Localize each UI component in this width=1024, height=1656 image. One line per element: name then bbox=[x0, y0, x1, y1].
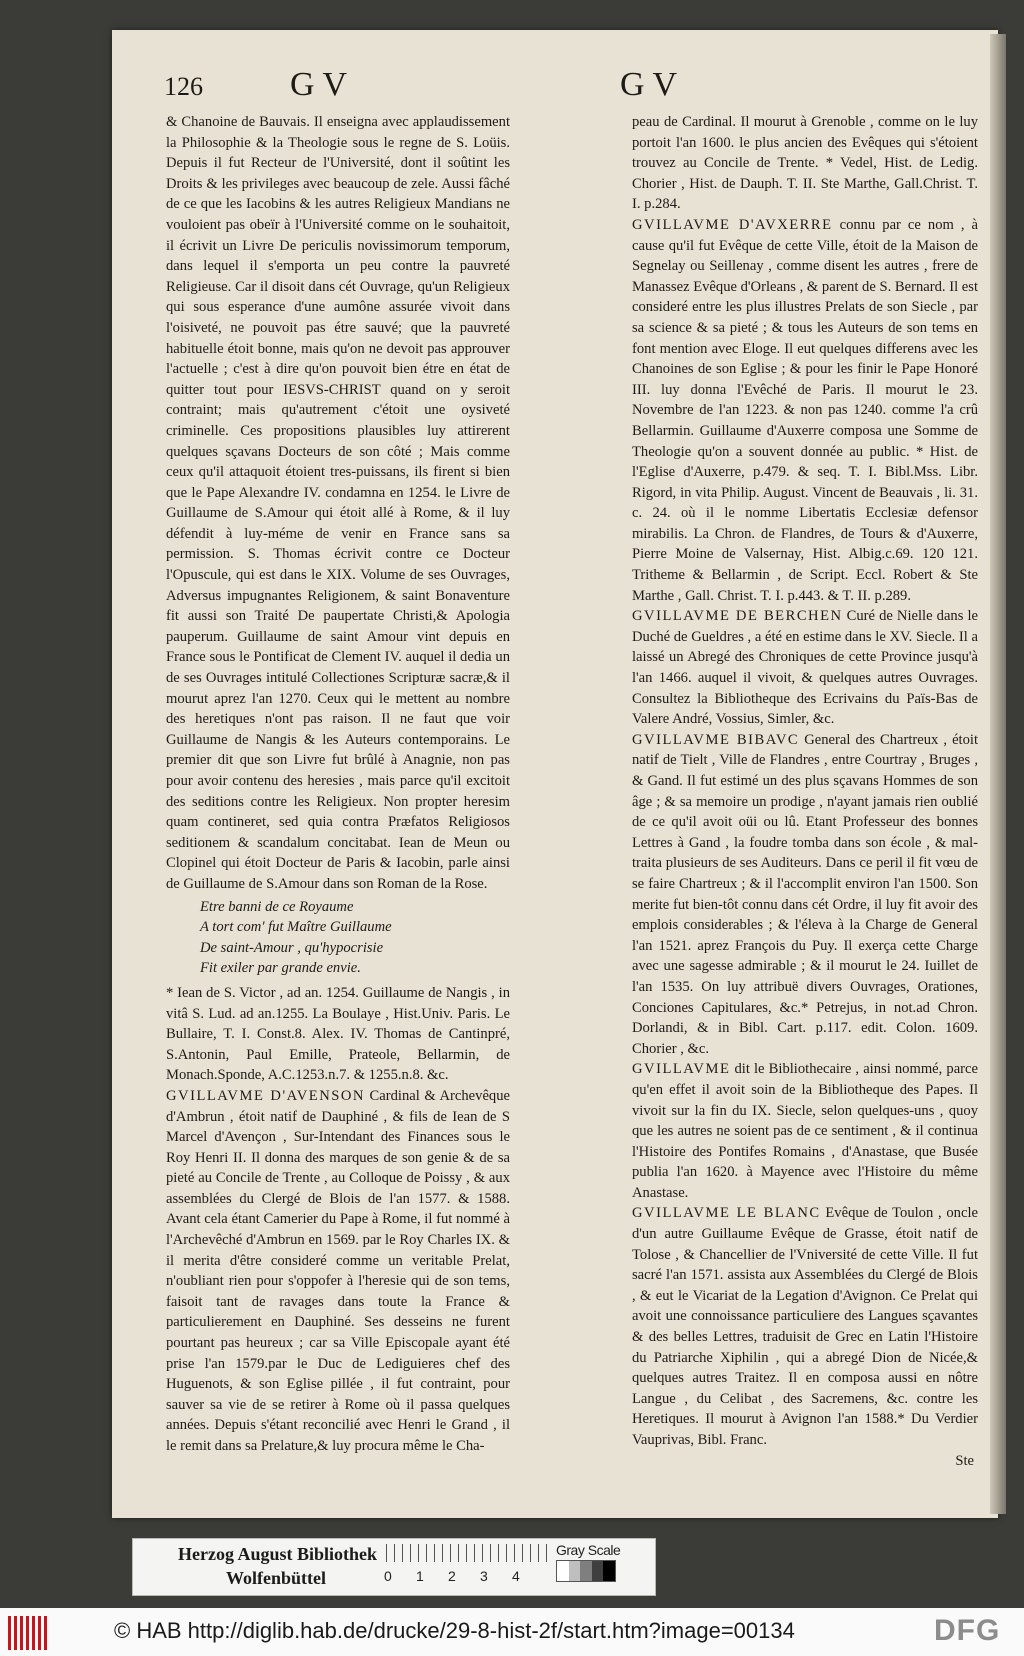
verse-line: Fit exiler par grande envie. bbox=[200, 960, 361, 977]
grayscale-swatch bbox=[569, 1561, 581, 1581]
right-column bbox=[632, 112, 978, 1471]
entry-auxerre bbox=[632, 215, 978, 606]
catchword: Ste bbox=[955, 1452, 974, 1469]
running-head-left: GV bbox=[290, 66, 356, 103]
entry-avenson bbox=[166, 1086, 510, 1457]
left-column bbox=[166, 112, 510, 1457]
paragraph-continuation: peau de Cardinal. Il mourut à Grenoble , comme on le luy portoit l'an 1600. le plus ancien des Evêques qui s'étoient trouvez au Concile de Trente. * Vedel, Hist. de Ledig. Chorier , Hist. de Dauph. T. II. Ste Marthe, Gall.Christ. T. I. p.284. bbox=[632, 114, 978, 213]
hab-barcode-logo-icon bbox=[8, 1616, 48, 1650]
footer-url[interactable]: © HAB http://diglib.hab.de/drucke/29-8-hist-2f/start.htm?image=00134 bbox=[114, 1618, 795, 1643]
ruler-number: 2 bbox=[448, 1568, 456, 1584]
verse-line: Etre banni de ce Royaume bbox=[200, 898, 354, 915]
entry-heading: GVILLAVME D'AVENSON bbox=[166, 1087, 365, 1104]
ruler-number: 3 bbox=[480, 1568, 488, 1584]
entry-body: General des Chartreux , étoit natif de Tielt , Ville de Flandres , entre Courtray , Bruges , & Gand. Il fut estimé un des plus sçavans Hommes de son âge ; & sa memoire un prodige , n'ayant jamais rien oublié de ce qu'il avoit oüi ou lû. Etant Professeur des bonnes Lettres à Gand , la foudre tomba dans son école , & mal-traita plusieurs de ses Auditeurs. Dans ce peril il fit vœu de se faire Chartreux ; & il l'accomplit environ l'an 1500. Son merite fut bien-tôt connu dans cét Ordre, il luy fit avoir des emplois considerables ; & l'éleva à la Charge de General l'an 1521. aprez François du Puy. Il exerça cette Charge avec une sagesse admirable ; & il mourut le 24. Iuillet de l'an 1535. On luy attribuë divers Ouvrages, Orationes, Conciones Capitulares, &c.* Petrejus, in not.ad Chron. Dorlandi, & in Bibl. Cart. p.117. edit. Colon. 1609. Chorier , &c. bbox=[632, 731, 979, 1057]
grayscale-swatch bbox=[557, 1561, 569, 1581]
running-head-right: GV bbox=[620, 66, 686, 103]
entry-body: dit le Bibliothecaire , ainsi nommé, parce qu'en effet il avoit soin de la Bibliotheque des Papes. Il vivoit sur la fin du IX. Siecle, selon quelques-uns , quoy que les autres ne soient pas de ce sentiment , & il continua l'Histoire des Pontifes Romains , d'Anastase, que Busée publia l'an 1620. à Mayence avec l'Histoire du même Anastase. bbox=[632, 1061, 979, 1201]
ruler-number: 1 bbox=[416, 1568, 424, 1584]
library-name: Herzog August Bibliothek bbox=[178, 1544, 378, 1564]
grayscale-swatches bbox=[556, 1560, 616, 1582]
entry-heading: GVILLAVME LE BLANC bbox=[632, 1205, 821, 1222]
ruler-number: 0 bbox=[384, 1568, 392, 1584]
entry-heading: GVILLAVME DE BERCHEN bbox=[632, 608, 843, 625]
entry-heading: GVILLAVME D'AVXERRE bbox=[632, 216, 833, 233]
references-saint-amour: * Iean de S. Victor , ad an. 1254. Guillaume de Nangis , in vitâ S. Lud. ad an.1255. La Boulaye , Hist.Univ. Paris. Le Bullaire, T. I. Const.8. Alex. IV. Thomas de Cantinpré, S.Antonin, Paul Emille, Prateole, Bellarmin, de Monach.Sponde, A.C.1253.n.7. & 1255.n.8. &c. bbox=[166, 984, 510, 1084]
entry-body: Curé de Nielle dans le Duché de Gueldres , a été en estime dans le XV. Siecle. Il a laissé un Abregé des Chroniques de cette Province jusqu'à l'an 1466. auquel il vivoit, & quelques autres Ouvrages. Consultez la Bibliotheque des Ecrivains du Païs-Bas de Valere André, Vossius, Simler, &c. bbox=[632, 608, 978, 728]
grayscale-label: Gray Scale bbox=[556, 1542, 621, 1558]
page-edge bbox=[990, 34, 1006, 1514]
ruler-scale bbox=[386, 1544, 550, 1562]
entry-heading: GVILLAVME bbox=[632, 1061, 731, 1078]
page-number: 126 bbox=[164, 72, 203, 101]
ruler-numbers bbox=[384, 1568, 554, 1584]
grayscale-swatch bbox=[592, 1561, 604, 1581]
entry-body: Evêque de Toulon , oncle d'un autre Guillaume Evêque de Grasse, étoit natif de Tolose , & Chancellier de l'Vniversité de cette Ville. Il fut sacré l'an 1571. assista aux Assemblées du Clergé de Blois , & eut le Vicariat de la Legation d'Avignon. Ce Prelat qui avoit une connoissance particuliere des Langues sçavantes & des belles Lettres, traduisit de Grec en Latin l'Histoire du Patriarche Xiphilin , qui a abregé Dion de Nicée,& quelques autres Traitez. Il en composa aussi en nôtre Langue , du Celibat , des Sacremens, &c. contre les Heretiques. Il mourut à Avignon l'an 1588.* Du Verdier Vauprivas, Bibl. Franc. bbox=[632, 1205, 978, 1448]
entry-le-blanc bbox=[632, 1203, 978, 1450]
entry-bibauc bbox=[632, 730, 978, 1060]
paragraph-saint-amour: & Chanoine de Bauvais. Il enseigna avec applaudissement la Philosophie & la Theologie sous le regne de S. Loüis. Depuis il fut Recteur de l'Université, dont il soûtint les Droits & les privileges avec beaucoup de zele. Aussi fâché de ce que les Iacobins & les autres Religieux Mandians ne vouloient pas obeïr à l'Université comme on le souhaitoit, il écrivit un Livre De periculis novissimorum temporum, dans lequel il s'emporta un peu contre la pauvreté Religieuse. Car il disoit dans cét Ouvrage, qu'un Religieux qui sous esperance d'une aumône assurée vivoit dans l'oisiveté, ne pouvoit pas étre sauvé; que la pauvreté habituelle étoit bonne, mais qu'on ne devoit pas approuver l'actuelle ; c'est à dire qu'on pouvoit bien étre en état de quitter tout pour IESVS-CHRIST quand on y seroit contraint; mais qu'autrement c'étoit une oysiveté criminelle. Ces propositions plausibles luy attirerent quelques sçavans Docteurs de son côté ; Mais comme ceux qu'il attaquoit étoient tres-puissans, ils firent si bien que le Pape Alexandre IV. condamna en 1254. le Livre de Guillaume de S.Amour qui étoit allé à Rome, & il luy défendit à luy-méme de venir en France sans sa permission. S. Thomas écrivit contre ce Docteur l'Opuscule, qui est dans le XIX. Volume de ses Ouvrages, Adversus impugnantes Religionem, & saint Bonaventure fit aussi son Traité De paupertate Christi,& Apologia pauperum. Guillaume de saint Amour vint depuis en France sous le Pontificat de Clement IV. auquel il dedia un de ses Ouvrages intitulé Collectiones Scripturæ sacræ,& il mourut aprez l'an 1270. Ceux qui le mettent au nombre des heretiques n'ont pas raison. Il ne faut que voir Guillaume de Nangis & les Auteurs contemporains. Le premier dit que son Livre fut brûlé à Anagnie, non pas pour avoir contenu des heresies , mais parce qu'il excitoit des seditions contre les Religieux. Non propter heresim quam contineret, sed quia contra Præfatos Religiosos seditionem & scandalum concitabat. Iean de Meun ou Clopinel qui étoit Docteur de Paris & Iacobin, parle ainsi de Guillaume de S.Amour dans son Roman de la Rose. bbox=[166, 114, 510, 892]
grayscale-swatch bbox=[580, 1561, 592, 1581]
entry-body: connu par ce nom , à cause qu'il fut Evêque de cette Ville, étoit de la Maison de Segnelay ou Seillenay , comme disent les autres , frere de Manassez Evêque d'Orleans , & parent de S. Bernard. Il est consideré entre les plus illustres Prelats de son Siecle , par sa science & sa pieté ; & tous les Auteurs de son tems en font mention avec Eloge. Il eut quelques differens avec les Chanoines de son Eglise ; & pour les finir le Pape Honoré III. luy donna l'Evêché de Paris. Il mourut le 23. Novembre de l'an 1223. & non pas 1240. comme l'a crû Bellarmin. Guillaume d'Auxerre composa une Somme de Theologie qu'on a souvent donnée au public. * Hist. de l'Eglise d'Auxerre, p.479. & seq. T. I. Bibl.Mss. Libr. Rigord, in vita Philip. August. Vincent de Beauvais , li. 31. c. 24. où il le nomme Libertatis Ecclesiæ defensor mirabilis. La Chron. de Flandres, de Tours & d'Auxerre, Pierre Moine de Valsernay, Hist. Albig.c.69. 120 121. Tritheme & Bellarmin , de Script. Eccl. Robert & Ste Marthe , Gall. Christ. T. I. p.443. & T. II. p.289. bbox=[632, 216, 978, 604]
entry-bibliothecaire bbox=[632, 1059, 978, 1203]
ruler-number: 4 bbox=[512, 1568, 520, 1584]
grayscale-swatch bbox=[603, 1561, 615, 1581]
verse-line: A tort com' fut Maître Guillaume bbox=[200, 919, 392, 936]
verse-line: De saint-Amour , qu'hypocrisie bbox=[200, 939, 384, 956]
entry-berchen bbox=[632, 606, 978, 730]
verse-quote bbox=[200, 897, 510, 979]
ruler-ticks bbox=[386, 1544, 550, 1562]
library-city: Wolfenbüttel bbox=[226, 1568, 327, 1588]
dfg-logo: DFG bbox=[934, 1614, 1001, 1647]
entry-heading: GVILLAVME BIBAVC bbox=[632, 731, 800, 748]
entry-body: Cardinal & Archevêque d'Ambrun , étoit natif de Dauphiné , & fils de Iean de S Marcel d'Avençon , Sur-Intendant des Finances sous le Roy Henri II. Il donna des marques de son genie & de sa pieté au Concile de Trente , au Colloque de Poissy , & aux assemblées du Clergé de Blois de l'an 1577. & 1588. Avant cela étant Camerier du Pape à Rome, il fut nommé à l'Archevêché d'Ambrun en 1569. par le Roy Charles IX. & il merita d'être consideré comme un veritable Prelat, n'oubliant rien pour s'oppofer à l'heresie qui de son tems, faisoit tant de ravages dans toute la France & particulierement en Dauphiné. Ses desseins ne furent pourtant pas heureux ; car sa Ville Episcopale ayant été prise l'an 1579.par le Duc de Lediguieres chef des Huguenots, & son Eglise pillée , il fut contraint, pour sauver sa vie de se retirer à Rome où il passa quelques années. Depuis s'étant reconcilié avec Henri le Grand , il le remit dans sa Prelature,& luy procura même le Cha- bbox=[166, 1087, 511, 1454]
